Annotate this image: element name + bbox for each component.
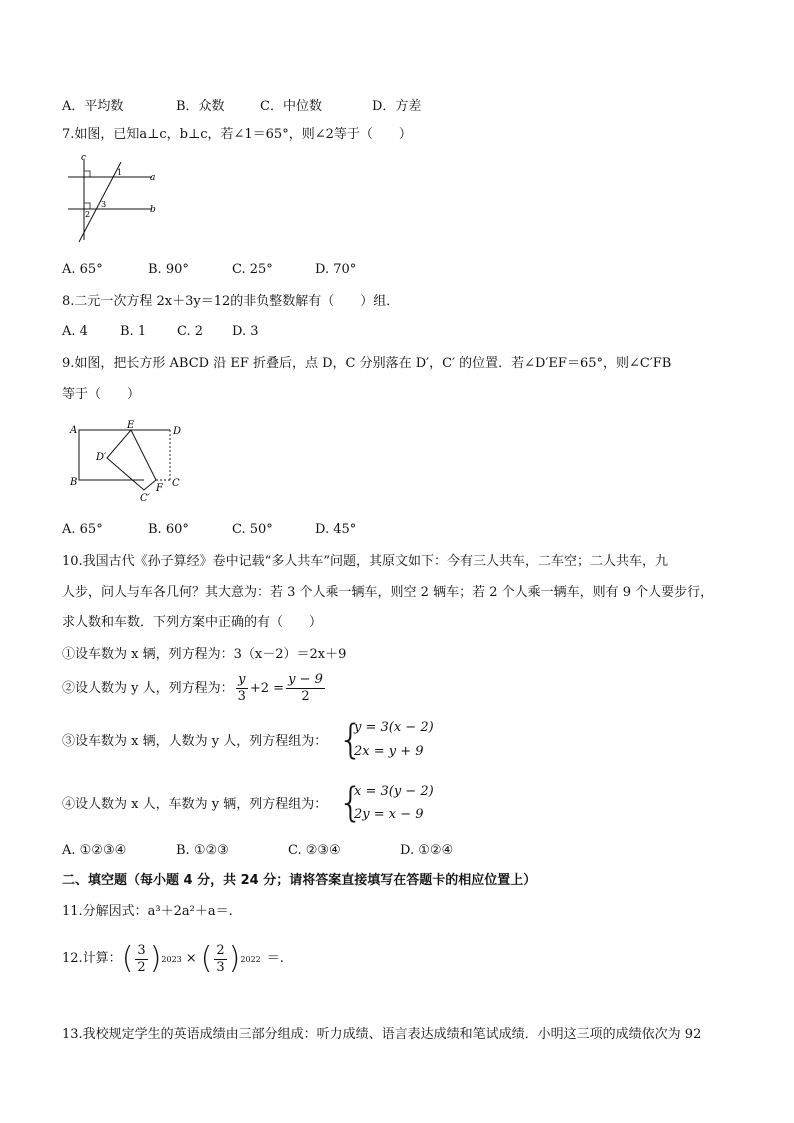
q10-line3: 求人数和车数．下列方案中正确的有（ ） xyxy=(62,615,323,630)
q7-label-b: b xyxy=(150,205,156,215)
q9-stem-line1: 9.如图，把长方形 ABCD 沿 EF 折叠后，点 D，C 分别落在 D′，C′ 的位置．若∠D′EF＝65°，则∠C′FB xyxy=(62,356,672,371)
q12-f2-den: 3 xyxy=(216,959,225,975)
q10-option-a: A. ①②③④ xyxy=(62,843,127,858)
q7-figure xyxy=(64,152,174,244)
q10-option-b: B. ①②③ xyxy=(176,843,229,858)
q12-times: × xyxy=(185,951,197,966)
q12-suffix: ＝. xyxy=(266,951,284,966)
q12-right-paren-1: ) xyxy=(149,941,162,976)
q8-option-c: C. 2 xyxy=(177,324,204,339)
q9-option-b: B. 60° xyxy=(148,522,189,537)
q9-label-c: C xyxy=(172,478,180,489)
q10-s2-fraction-1 xyxy=(236,672,248,705)
q12-fraction-2 xyxy=(214,943,226,976)
q9-label-dprime: D′ xyxy=(96,452,107,463)
q9-label-f: F xyxy=(156,483,163,494)
q10-s3-brace: { xyxy=(338,717,364,763)
q11-stem: 11.分解因式：a³＋2a²＋a＝. xyxy=(62,904,233,919)
q13-stem: 13.我校规定学生的英语成绩由三部分组成：听力成绩、语言表达成绩和笔试成绩．小明这三项的成绩依次为 92 xyxy=(62,1027,702,1042)
q7-option-a: A. 65° xyxy=(62,262,103,277)
q7-label-2: 2 xyxy=(85,210,91,219)
q12-right-paren-2: ) xyxy=(228,941,241,976)
q7-option-b: B. 90° xyxy=(148,262,189,277)
q7-stem: 7.如图，已知a⊥c，b⊥c，若∠1＝65°，则∠2等于（ ） xyxy=(62,127,412,142)
q12-f1-den: 2 xyxy=(137,959,146,975)
q12-exp-2: 2022 xyxy=(240,955,261,964)
q12-exp-1: 2023 xyxy=(161,955,182,964)
q7-label-3: 3 xyxy=(101,200,107,209)
q9-option-c: C. 50° xyxy=(232,522,273,537)
section-2-heading: 二、填空题（每小题 4 分，共 24 分；请将答案直接填写在答题卡的相应位置上） xyxy=(62,873,537,888)
q9-label-cprime: C′ xyxy=(140,493,150,504)
q7-label-1: 1 xyxy=(117,168,123,177)
q8-stem: 8.二元一次方程 2x＋3y＝12的非负整数解有（ ）组． xyxy=(62,294,400,309)
q10-s2-f2-den: 2 xyxy=(301,689,310,704)
q9-stem-line2: 等于（ ） xyxy=(62,387,141,402)
q7-option-d: D. 70° xyxy=(315,262,357,277)
q8-option-a: A. 4 xyxy=(62,324,88,339)
q12-prefix: 12.计算： xyxy=(62,951,122,966)
q9-option-a: A. 65° xyxy=(62,522,103,537)
q6-option-c: C．中位数 xyxy=(260,99,322,114)
q10-s2-f1-den: 3 xyxy=(237,689,246,704)
q7-label-a: a xyxy=(150,173,156,183)
q10-s4-eq2: 2y = x − 9 xyxy=(354,807,424,822)
q10-s4-brace: { xyxy=(338,780,364,826)
q9-option-d: D. 45° xyxy=(315,522,357,537)
q12-left-paren-2: ( xyxy=(200,941,213,976)
q12-stem xyxy=(62,938,284,980)
q7-option-c: C. 25° xyxy=(232,262,273,277)
q9-label-e: E xyxy=(127,420,135,431)
q10-s4-eq1: x = 3(y − 2) xyxy=(354,784,434,799)
q10-s2-f2-num: y − 9 xyxy=(288,672,323,687)
q9-figure xyxy=(62,420,192,506)
q10-line2: 人步，问人与车各几何？其大意为：若 3 个人乘一辆车，则空 2 辆车；若 2 个人乘一辆车，则有 9 个人要步行， xyxy=(62,585,714,600)
q10-s4-prefix: ④设人数为 x 人，车数为 y 辆，列方程组为： xyxy=(62,797,328,812)
q8-option-b: B. 1 xyxy=(120,324,147,339)
q10-option-c: C. ②③④ xyxy=(288,843,341,858)
q12-f1-num: 3 xyxy=(137,942,146,958)
q9-label-a: A xyxy=(70,425,78,436)
q7-label-c: c xyxy=(81,153,87,163)
q6-option-b: B．众数 xyxy=(176,99,225,114)
q9-label-d: D xyxy=(173,426,182,437)
q6-option-a: A．平均数 xyxy=(62,99,124,114)
q10-s3-eq2: 2x = y + 9 xyxy=(354,744,424,759)
q10-s3-eq1: y = 3(x − 2) xyxy=(354,720,434,735)
q10-statement-1: ①设车数为 x 辆，列方程为：3（x－2）＝2x＋9 xyxy=(62,647,347,662)
q12-left-paren-1: ( xyxy=(121,941,134,976)
q12-f2-num: 2 xyxy=(216,942,225,958)
q6-option-d: D．方差 xyxy=(372,99,422,114)
q10-s2-prefix: ②设人数为 y 人，列方程为： xyxy=(62,680,234,696)
q10-s2-mid: +2 = xyxy=(249,680,285,696)
q10-s2-f1-num: y xyxy=(236,672,248,689)
q8-option-d: D. 3 xyxy=(232,324,259,339)
q10-s2-fraction-2 xyxy=(286,672,325,705)
q10-s3-prefix: ③设车数为 x 辆，人数为 y 人，列方程组为： xyxy=(62,734,328,749)
q10-line1: 10.我国古代《孙子算经》卷中记载“多人共车”问题，其原文如下：今有三人共车，二车空；二人共车，九 xyxy=(62,554,668,569)
q12-fraction-1 xyxy=(135,943,147,976)
q10-statement-2 xyxy=(62,672,327,705)
q9-label-b: B xyxy=(70,477,78,488)
q10-option-d: D. ①②④ xyxy=(400,843,454,858)
